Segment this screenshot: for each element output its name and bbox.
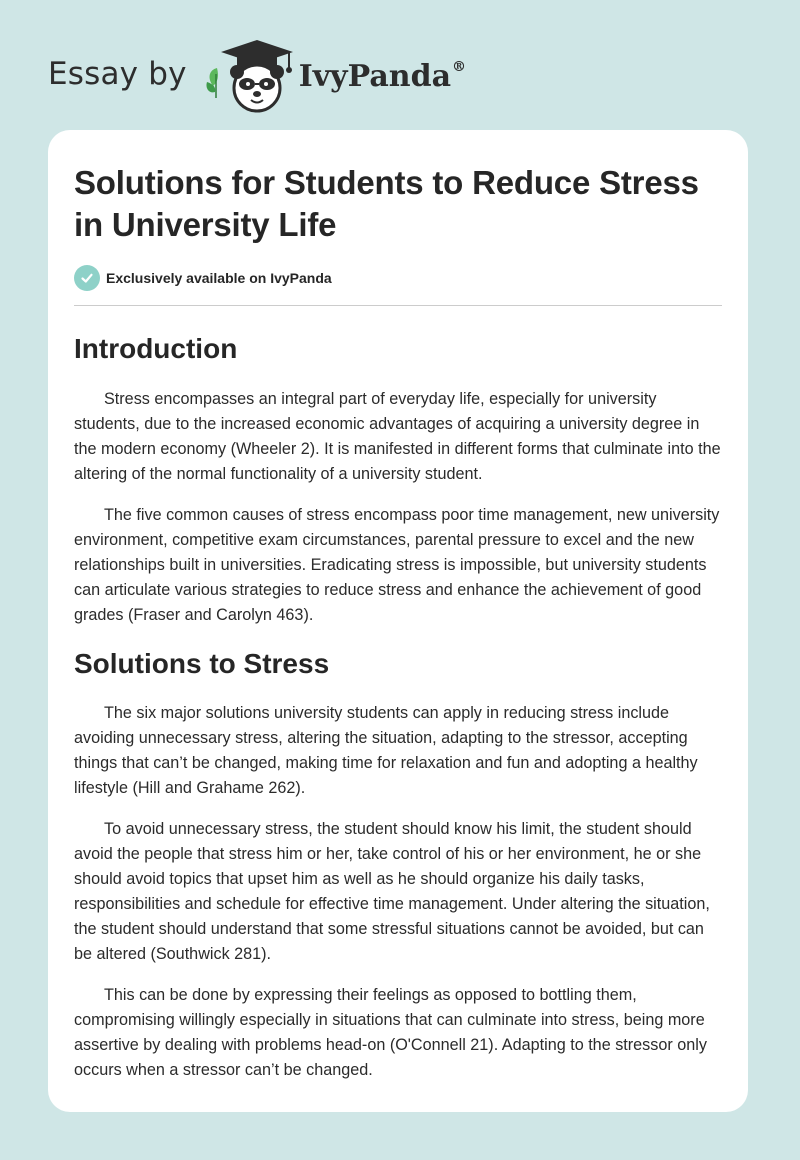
section-heading-solutions: Solutions to Stress: [74, 648, 330, 679]
check-icon: [74, 265, 100, 291]
paragraph: This can be done by expressing their feelings as opposed to bottling them, compromising willingly especially in situations that can culminate into stress, being more assertive by dealing with problems head-on (O'Connell 21). Adapting to the stressor only occurs when a stressor can’t be changed.: [74, 986, 707, 1079]
paragraph: The six major solutions university students can apply in reducing stress include avoiding unnecessary stress, altering the situation, adapting to the stressor, accepting things that can’t be changed, making time for relaxation and fun and adopting a healthy lifestyle (Hill and Grahame 262).: [74, 704, 698, 797]
divider: [74, 305, 722, 306]
paragraph: Stress encompasses an integral part of everyday life, especially for university students, due to the increased economic advantages of acquiring a university degree in the modern economy (Wheeler 2). It is manifested in different forms that culminate into the altering of the normal functionality of a university student.: [74, 390, 721, 483]
brand-header: [48, 34, 466, 114]
page-title: Solutions for Students to Reduce Stress in University Life: [74, 164, 699, 243]
section-heading-introduction: Introduction: [74, 333, 238, 364]
registered-mark: ®: [452, 58, 467, 75]
exclusive-badge: [74, 264, 722, 292]
essay-by-label: Essay by: [48, 56, 187, 92]
brand-name[interactable]: [299, 59, 466, 94]
ivypanda-logo-icon[interactable]: [201, 34, 297, 114]
essay-card: [48, 130, 748, 1112]
paragraph: To avoid unnecessary stress, the student should know his limit, the student should avoid the people that stress him or her, take control of his or her environment, he or she should avoid topics that upset him as well as he should organize his daily tasks, responsibilities and schedule for effective time management. Under altering the situation, the student should understand that some stressful situations cannot be avoided, but can be altered (Southwick 281).: [74, 820, 710, 963]
brand-name-text: IvyPanda: [298, 58, 452, 94]
exclusive-label: Exclusively available on IvyPanda: [106, 270, 332, 286]
paragraph: The five common causes of stress encompass poor time management, new university environment, competitive exam circumstances, parental pressure to excel and the new relationships built in universities. Eradicating stress is impossible, but university students can articulate various strategies to reduce stress and enhance the achievement of good grades (Fraser and Carolyn 463).: [74, 506, 720, 624]
